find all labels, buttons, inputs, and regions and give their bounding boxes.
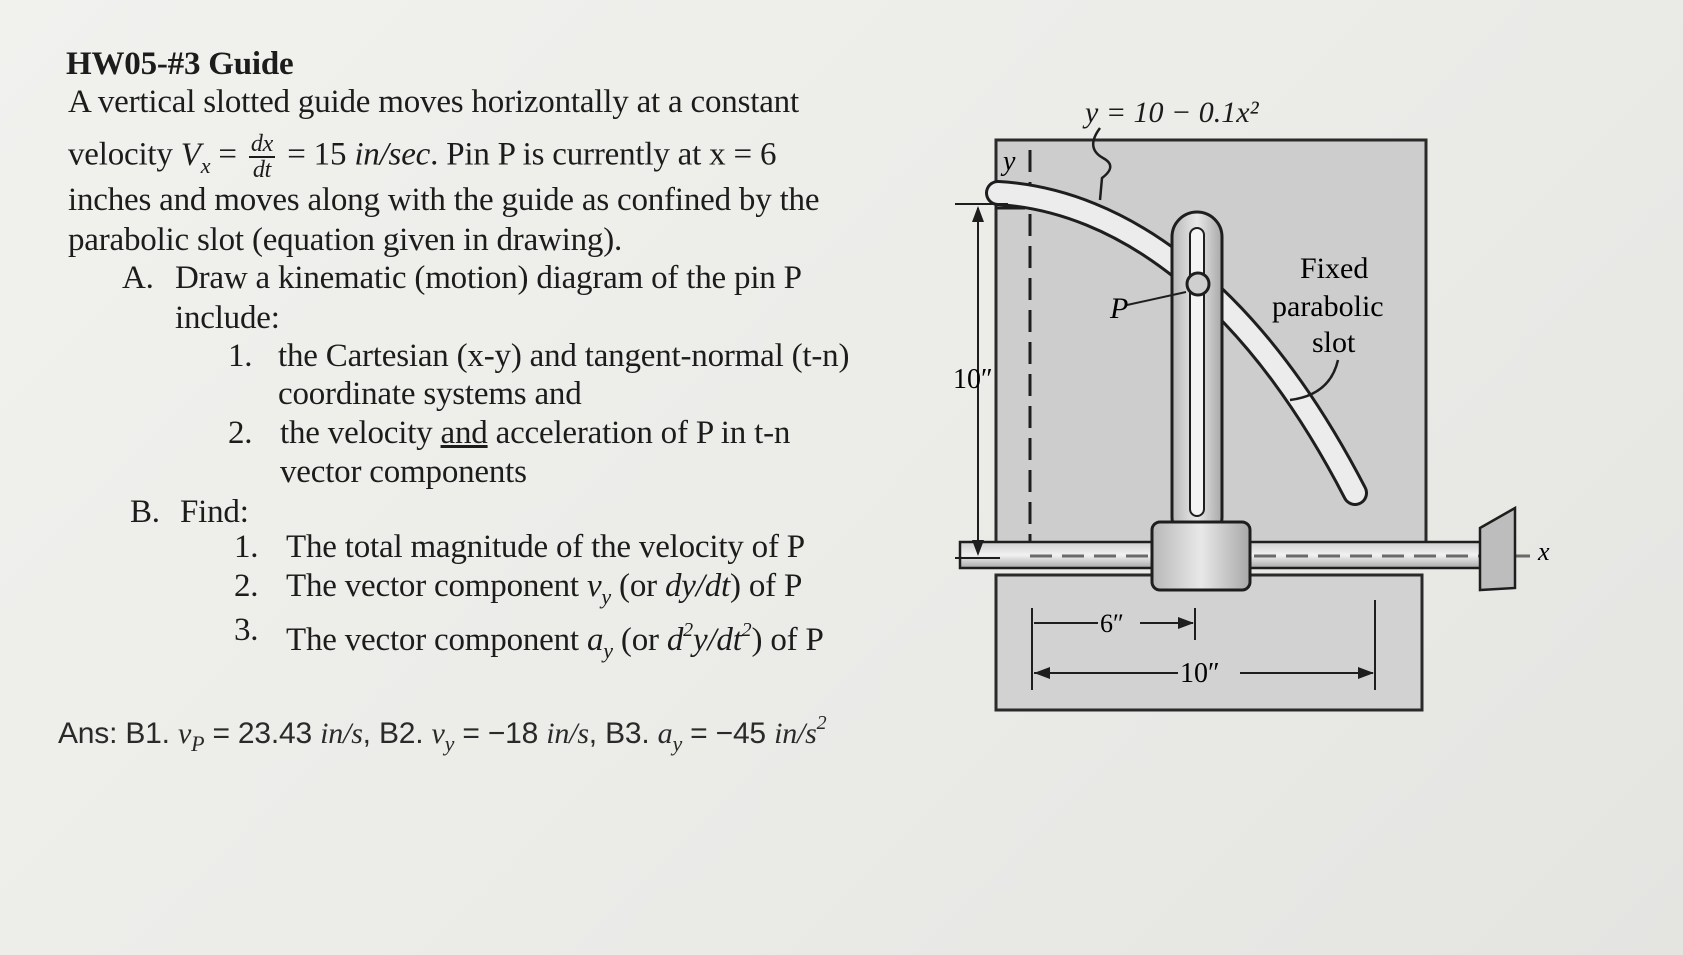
part-a-line-2: include: <box>175 300 280 336</box>
intro-line-1: A vertical slotted guide moves horizontally at a constant <box>68 84 799 120</box>
part-a-item2-line1: the velocity and acceleration of P in t-n <box>280 415 791 451</box>
y-axis-label: y <box>1003 146 1016 177</box>
equation-label: y = 10 − 0.1x² <box>1085 96 1259 129</box>
dim-height-label: 10″ <box>953 364 993 395</box>
intro-line-3: inches and moves along with the guide as confined by the <box>68 182 820 218</box>
part-b-label: B. <box>130 494 160 530</box>
base-plate <box>996 575 1422 710</box>
pin-label: P <box>1110 292 1129 325</box>
dim-x6-label: 6″ <box>1100 609 1124 638</box>
intro-line-4: parabolic slot (equation given in drawing). <box>68 222 623 258</box>
slot-label-line-3: slot <box>1312 326 1356 359</box>
dim-x10-label: 10″ <box>1180 658 1220 689</box>
dx-dt-fraction: $\frac{dx}{dt}$ <box>250 131 274 183</box>
page-title: HW05-#3 Guide <box>66 46 294 82</box>
part-a-item2-num: 2. <box>228 415 253 451</box>
part-a-item1-line2: coordinate systems and <box>278 376 582 412</box>
sliding-collar <box>1152 522 1250 590</box>
rail-end-stop <box>1480 508 1515 590</box>
part-a-item2-line2: vector components <box>280 454 527 490</box>
part-a-item1-line1: the Cartesian (x-y) and tangent-normal (t-n) <box>278 338 850 374</box>
intro-line-2: velocity $V_x$ = $\frac{dx}{dt}$ = 15 in/sec. Pin P is currently at x = 6 <box>68 131 777 183</box>
part-a-line-1: Draw a kinematic (motion) diagram of the pin P <box>175 260 802 296</box>
slot-label-line-2: parabolic <box>1272 290 1384 323</box>
dim-height-arrow-top <box>972 206 984 222</box>
part-b-text: Find: <box>180 494 249 530</box>
guide-slot <box>1190 228 1204 516</box>
x-axis-label: x <box>1538 537 1550 566</box>
part-b-item1: The total magnitude of the velocity of P <box>286 529 805 565</box>
part-b-item3-num: 3. <box>234 612 259 648</box>
part-b-item3: The vector component $a_y$ (or $d^2y/dt^2$) of P <box>286 619 824 663</box>
part-b-item2-num: 2. <box>234 568 259 604</box>
answer-line: Ans: B1. $v_P = 23.43$ in/s, B2. $v_y = -18$ in/s, B3. $a_y = -45$ $in/s^2$ <box>58 712 827 756</box>
pin-p <box>1187 273 1209 295</box>
part-a-label: A. <box>122 260 154 296</box>
part-a-item1-num: 1. <box>228 338 253 374</box>
slot-label-line-1: Fixed <box>1300 252 1369 285</box>
part-b-item2: The vector component $v_y$ (or dy/dt) of P <box>286 568 803 609</box>
part-b-item1-num: 1. <box>234 529 259 565</box>
